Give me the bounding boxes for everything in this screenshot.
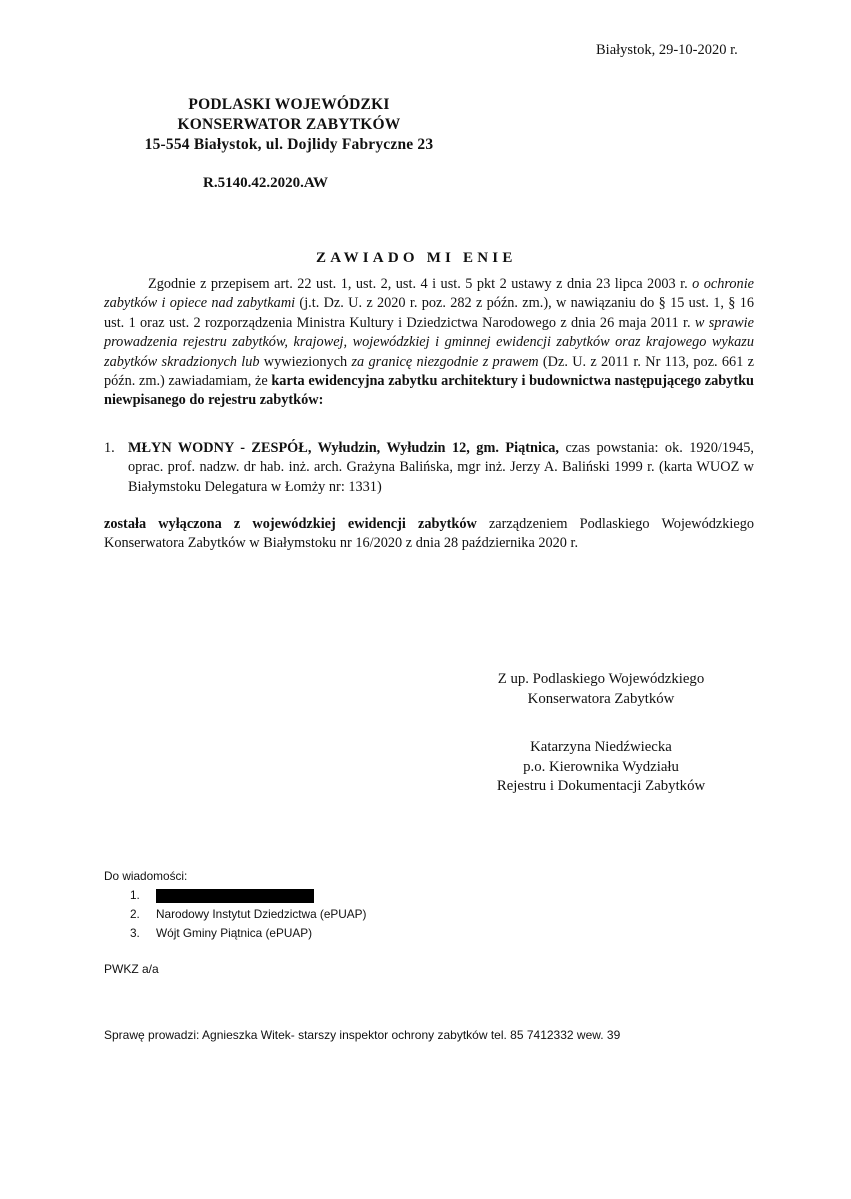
- item-number: 1.: [104, 439, 115, 456]
- text-segment: wywiezionych: [259, 353, 352, 370]
- signatory-block: [440, 738, 762, 797]
- issuer-name-line1: PODLASKI WOJEWÓDZKI: [188, 96, 390, 113]
- distribution-number: 3.: [130, 926, 140, 940]
- distribution-recipient: Narodowy Instytut Dziedzictwa (ePUAP): [156, 907, 367, 921]
- authorization-line1: Z up. Podlaskiego Wojewódzkiego: [497, 671, 705, 687]
- authorization-line2: Konserwatora Zabytków: [527, 690, 675, 707]
- redaction-bar: [156, 889, 314, 903]
- decision-rest: zarządzeniem Podlaskiego Wojewódzkiego Konserwatora Zabytków w Białymstoku nr 16/2020 z dnia 28 października 2020 r.: [104, 516, 754, 552]
- monument-details: czas powstania: ok. 1920/1945, oprac. prof. nadzw. dr hab. inż. arch. Grażyna Balińska, mgr inż. Jerzy A. Baliński 1999 r. (karta WUOZ w Białymstoku Delegatura w Łomży nr: 1331): [128, 439, 754, 495]
- case-handler: Sprawę prowadzi: Agnieszka Witek- starszy inspektor ochrony zabytków tel. 85 7412332 wew. 39: [104, 1028, 621, 1042]
- signatory-name: Katarzyna Niedźwiecka: [530, 739, 672, 755]
- distribution-number: 1.: [130, 888, 140, 902]
- decision-bold: została wyłączona z wojewódzkiej ewidencji zabytków: [104, 516, 477, 533]
- act-title: o ochronie zabytków i opiece nad zabytkami: [104, 276, 755, 312]
- document-date: Białystok, 29-10-2020 r.: [596, 42, 738, 58]
- document-body: [104, 275, 754, 554]
- signatory-position2: Rejestru i Dokumentacji Zabytków: [496, 778, 706, 794]
- distribution-number: 2.: [130, 907, 140, 921]
- reference-number: R.5140.42.2020.AW: [203, 175, 329, 191]
- regulation-title: w sprawie prowadzenia rejestru zabytków, krajowej, wojewódzkiej i gminnej ewidencji zabytków oraz krajowego wykazu zabytków skradzionych lub: [104, 314, 755, 370]
- card-subject: karta ewidencyjna zabytku architektury i budownictwa następującego zabytku niewpisanego do rejestru zabytków:: [104, 373, 754, 409]
- signatory-position1: p.o. Kierownika Wydziału: [523, 758, 679, 775]
- text-segment: Zgodnie z przepisem art. 22 ust. 1, ust. 2, ust. 4 i ust. 5 pkt 2 ustawy z dnia 23 lipca 2003 r.: [148, 276, 693, 292]
- text-segment: (Dz. U. z 2011 r. Nr 113, poz. 661 z późn. zm.) zawiadamiam, że: [104, 353, 754, 390]
- monument-item: [104, 439, 754, 497]
- file-copy-note: PWKZ a/a: [104, 962, 159, 976]
- text-segment: (j.t. Dz. U. z 2020 r. poz. 282 z późn. zm.), w nawiązaniu do § 15 ust. 1, § 16 ust. 1 oraz ust. 2 rozporządzenia Ministra Kultury i Dziedzictwa Narodowego z dnia 26 maja 2011 r.: [104, 295, 755, 331]
- distribution-heading: Do wiadomości:: [104, 869, 188, 883]
- legal-basis-paragraph: [104, 275, 754, 411]
- distribution-item: [104, 924, 366, 943]
- distribution-recipient: Wójt Gminy Piątnica (ePUAP): [156, 926, 313, 940]
- monument-name: MŁYN WODNY - ZESPÓŁ, Wyłudzin, Wyłudzin 12, gm. Piątnica,: [128, 439, 559, 456]
- signature-authorization: [440, 670, 762, 709]
- regulation-title-end: za granicę niezgodnie z prawem: [351, 353, 539, 370]
- distribution-item: [104, 905, 366, 924]
- distribution-list: [104, 867, 366, 943]
- issuer-address: 15-554 Białystok, ul. Dojlidy Fabryczne 23: [144, 136, 434, 153]
- document-title: ZAWIADO MI ENIE: [316, 250, 517, 266]
- distribution-item: [104, 886, 366, 905]
- issuer-name-line2: KONSERWATOR ZABYTKÓW: [177, 116, 401, 133]
- decision-paragraph: [104, 515, 754, 554]
